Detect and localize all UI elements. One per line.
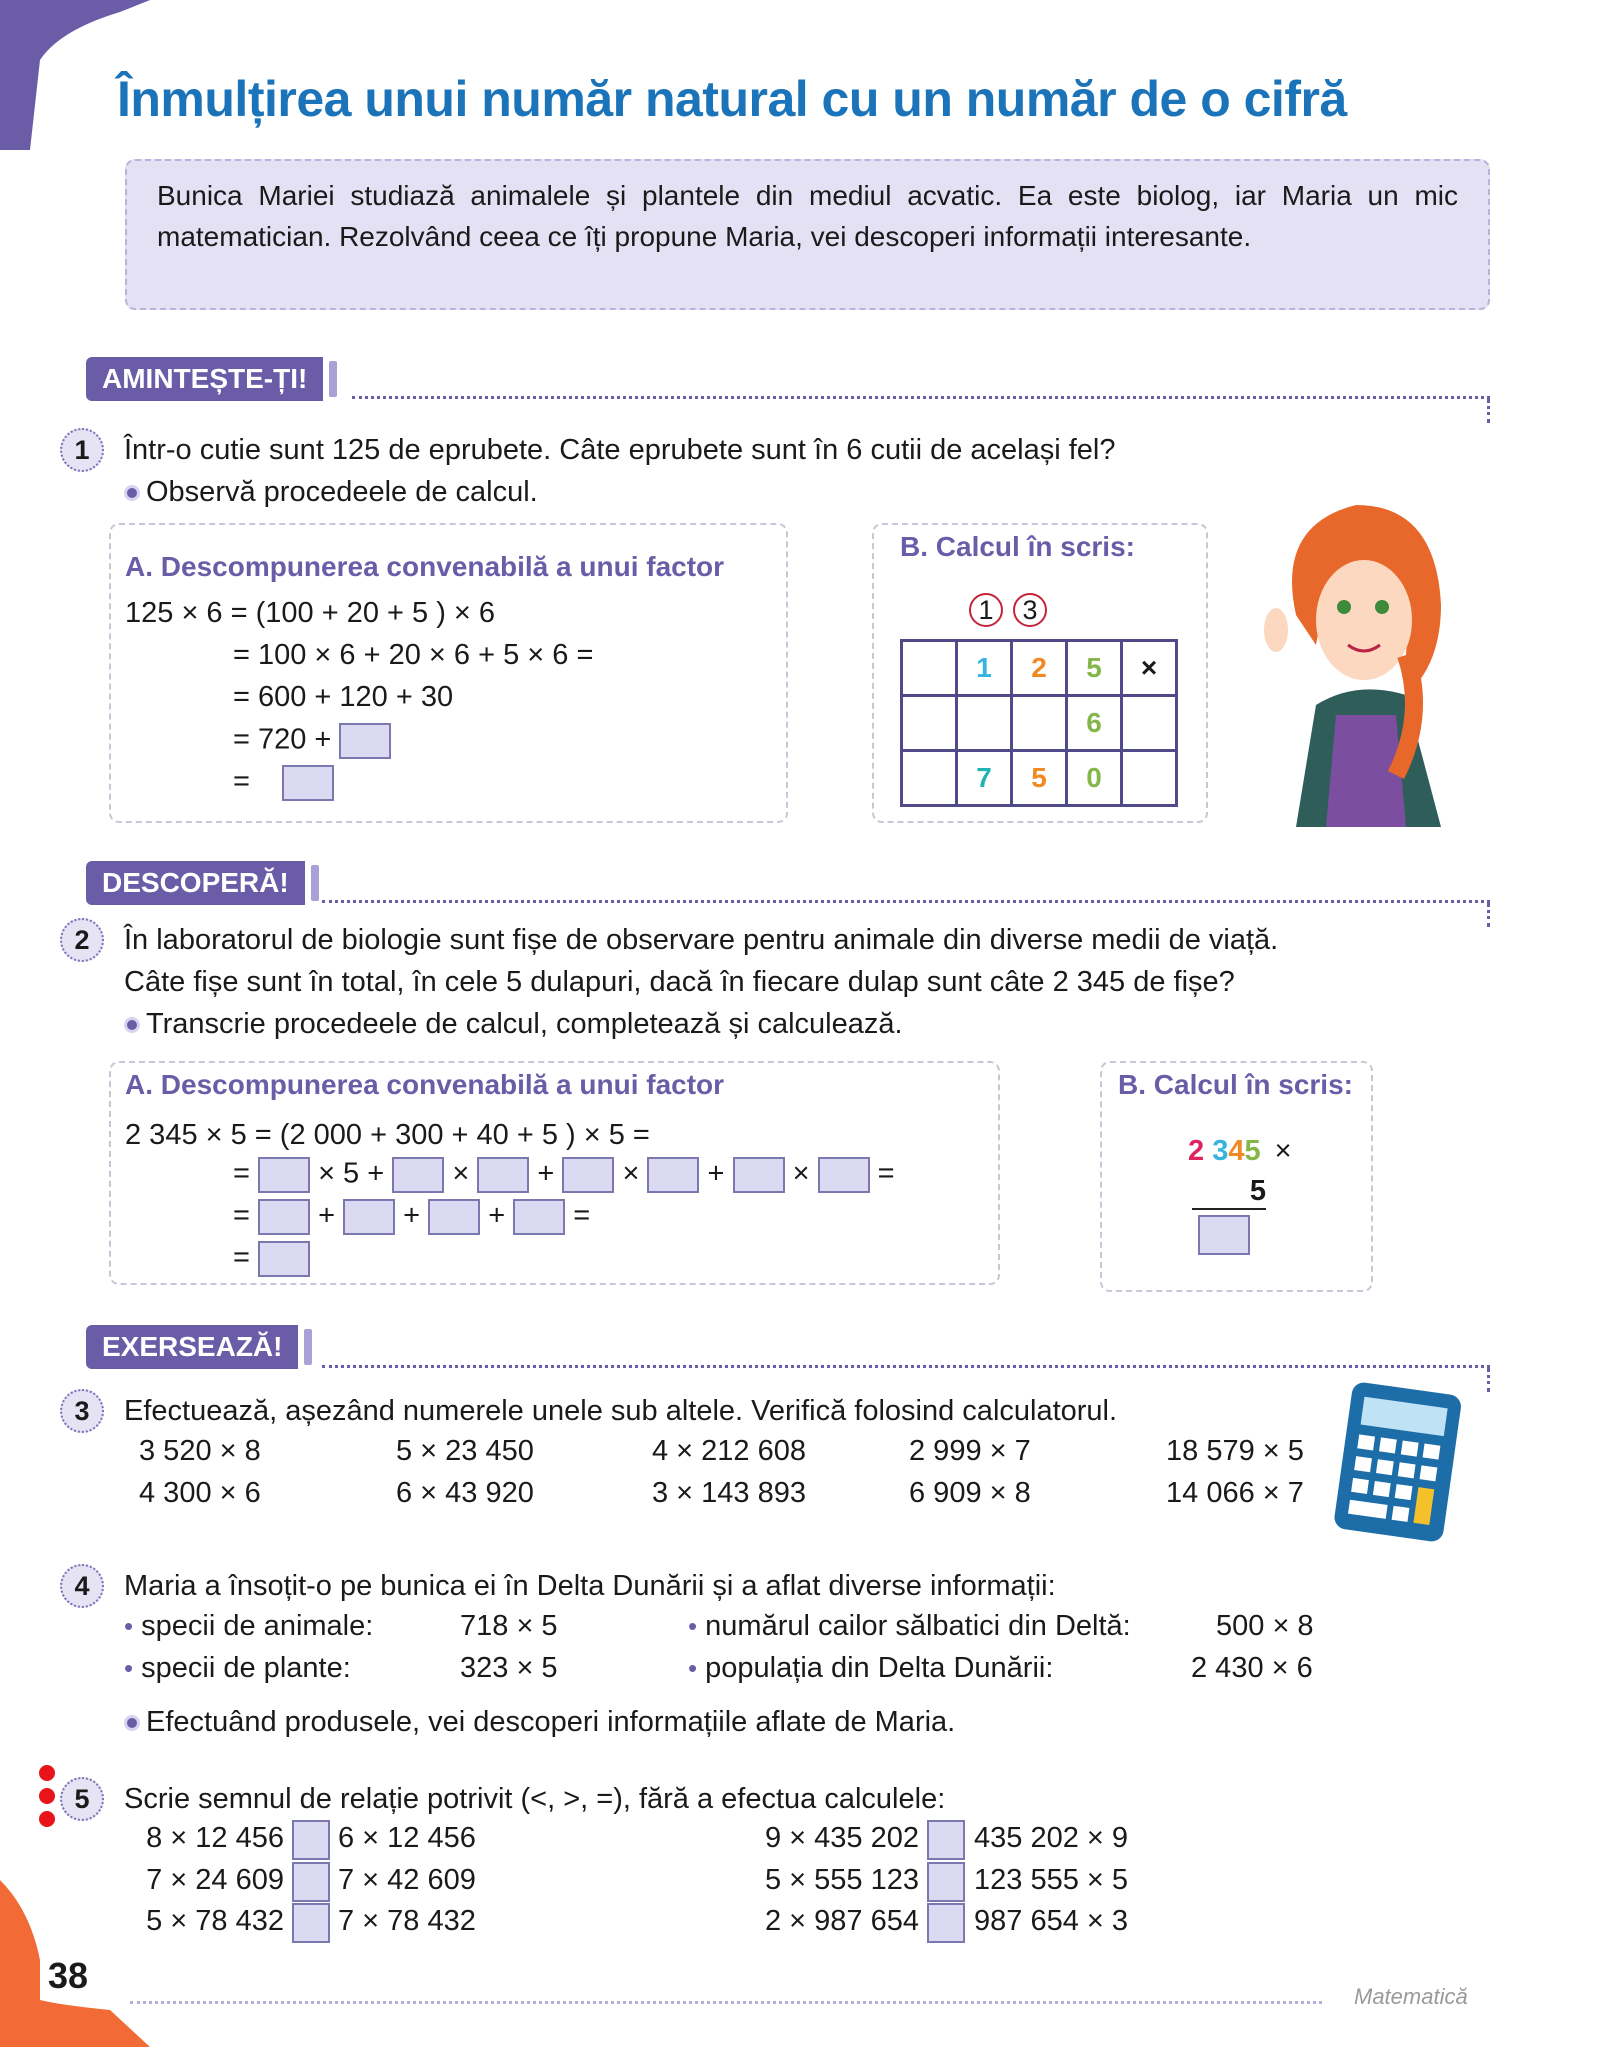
answer-box[interactable] bbox=[733, 1157, 785, 1193]
method-b-box bbox=[1100, 1061, 1373, 1292]
divider bbox=[322, 1365, 1490, 1368]
exercise-number: 4 bbox=[60, 1564, 104, 1608]
method-a-box bbox=[109, 523, 788, 823]
calc-line: = bbox=[233, 1241, 310, 1277]
carry-digit: 1 bbox=[969, 593, 1003, 627]
method-a-box bbox=[109, 1061, 1000, 1285]
comparison-right: 987 654 × 3 bbox=[974, 1905, 1129, 1937]
page-title: Înmulțirea unui număr natural cu un număr de o cifră bbox=[117, 71, 1347, 127]
written-calc-grid: 1 2 5 × 6 7 5 0 bbox=[900, 639, 1178, 807]
calculator-icon bbox=[1328, 1380, 1468, 1543]
exercise-text: Maria a însoțit-o pe bunica ei în Delta Dunării și a aflat diverse informații: bbox=[124, 1570, 1056, 1602]
exercise-text: Câte fișe sunt în total, în cele 5 dulapuri, dacă în fiecare dulap sunt câte 2 345 de fișe? bbox=[124, 966, 1235, 998]
bullet-icon bbox=[124, 1715, 140, 1731]
calc-line: = + + + = bbox=[233, 1199, 590, 1235]
exercise-hint bbox=[124, 476, 538, 509]
intro-box: Bunica Mariei studiază animalele și plantele din mediul acvatic. Ea este biolog, iar Maria un mic matematician. Rezolvând ceea ce îți propune Maria, vei descoperi informații interesante. bbox=[125, 159, 1490, 310]
hint-text: Observă procedeele de calcul. bbox=[146, 476, 538, 508]
calc-line: = × 5 + × + × + × = bbox=[233, 1157, 895, 1193]
info-value: 500 × 8 bbox=[1216, 1610, 1314, 1642]
info-item: • specii de animale: bbox=[124, 1610, 374, 1642]
relation-sign-box[interactable] bbox=[292, 1820, 330, 1860]
answer-box[interactable] bbox=[258, 1157, 310, 1193]
comparison-left: 7 × 24 609 bbox=[146, 1864, 284, 1896]
bullet-icon bbox=[124, 1017, 140, 1033]
comparison-left: 2 × 987 654 bbox=[764, 1905, 919, 1937]
exercise-number: 2 bbox=[60, 918, 104, 962]
relation-sign-box[interactable] bbox=[927, 1862, 965, 1902]
method-b-box bbox=[872, 523, 1208, 823]
relation-sign-box[interactable] bbox=[927, 1903, 965, 1943]
product-item: 4 × 212 608 bbox=[652, 1435, 807, 1467]
info-item: • populația din Delta Dunării: bbox=[688, 1652, 1054, 1684]
exercise-number: 3 bbox=[60, 1389, 104, 1433]
method-a-title: A. Descompunerea convenabilă a unui factor bbox=[125, 551, 725, 582]
exercise-text: Efectuează, așezând numerele unele sub altele. Verifică folosind calculatorul. bbox=[124, 1395, 1118, 1427]
method-a-title: A. Descompunerea convenabilă a unui factor bbox=[125, 1069, 725, 1100]
answer-box[interactable] bbox=[647, 1157, 699, 1193]
answer-box[interactable] bbox=[818, 1157, 870, 1193]
divider bbox=[352, 396, 1490, 399]
exercise-text: În laboratorul de biologie sunt fișe de observare pentru animale din diverse medii de viață. bbox=[124, 924, 1279, 956]
hint-text: Transcrie procedeele de calcul, completează și calculează. bbox=[146, 1008, 903, 1040]
info-item: • numărul cailor sălbatici din Deltă: bbox=[688, 1610, 1131, 1642]
product-item: 3 × 143 893 bbox=[652, 1477, 807, 1509]
difficulty-dots-icon bbox=[36, 1764, 58, 1828]
product-item: 2 999 × 7 bbox=[909, 1435, 1031, 1467]
footer-divider bbox=[130, 2001, 1322, 2004]
calc-line: = bbox=[233, 765, 250, 798]
product-item: 14 066 × 7 bbox=[1166, 1477, 1304, 1509]
method-b-title: B. Calcul în scris: bbox=[1118, 1069, 1353, 1100]
carry-digit: 3 bbox=[1013, 593, 1047, 627]
product-item: 3 520 × 8 bbox=[139, 1435, 261, 1467]
page-number: 38 bbox=[48, 1955, 89, 1996]
product-item: 6 × 43 920 bbox=[396, 1477, 534, 1509]
exercise-text: Într-o cutie sunt 125 de eprubete. Câte eprubete sunt în 6 cutii de același fel? bbox=[124, 434, 1116, 466]
info-value: 2 430 × 6 bbox=[1191, 1652, 1313, 1684]
divider bbox=[322, 900, 1490, 903]
info-value: 323 × 5 bbox=[460, 1652, 558, 1684]
comparison-right: 6 × 12 456 bbox=[338, 1822, 476, 1854]
comparison-left: 5 × 555 123 bbox=[764, 1864, 919, 1896]
bullet-icon bbox=[124, 485, 140, 501]
comparison-right: 123 555 × 5 bbox=[974, 1864, 1129, 1896]
comparison-left: 9 × 435 202 bbox=[764, 1822, 919, 1854]
answer-box[interactable] bbox=[339, 723, 391, 759]
calc-line: = 100 × 6 + 20 × 6 + 5 × 6 = bbox=[233, 639, 594, 671]
relation-sign-box[interactable] bbox=[292, 1862, 330, 1902]
answer-box[interactable] bbox=[258, 1199, 310, 1235]
product-item: 6 909 × 8 bbox=[909, 1477, 1031, 1509]
answer-box[interactable] bbox=[282, 765, 334, 801]
comparison-right: 7 × 78 432 bbox=[338, 1905, 476, 1937]
exercise-hint: Efectuând produsele, vei descoperi informațiile aflate de Maria. bbox=[124, 1706, 955, 1739]
exercise-number: 5 bbox=[60, 1777, 104, 1821]
calc-line: 2 345 × 5 = (2 000 + 300 + 40 + 5 ) × 5 = bbox=[125, 1119, 650, 1151]
exercise-text: Scrie semnul de relație potrivit (<, >, =), fără a efectua calculele: bbox=[124, 1783, 946, 1815]
product-item: 4 300 × 6 bbox=[139, 1477, 261, 1509]
comparison-right: 435 202 × 9 bbox=[974, 1822, 1129, 1854]
relation-sign-box[interactable] bbox=[927, 1820, 965, 1860]
subject-label: Matematică bbox=[1354, 1984, 1468, 2009]
multiplier: 5 bbox=[1192, 1175, 1266, 1210]
product-item: 5 × 23 450 bbox=[396, 1435, 534, 1467]
answer-box[interactable] bbox=[258, 1241, 310, 1277]
maria-illustration bbox=[1256, 495, 1461, 827]
answer-box[interactable] bbox=[513, 1199, 565, 1235]
exercise-hint bbox=[124, 1008, 903, 1041]
comparison-left: 5 × 78 432 bbox=[146, 1905, 284, 1937]
tag-remember: AMINTEȘTE-ȚI! bbox=[86, 357, 323, 401]
calc-line: = 720 + bbox=[233, 723, 332, 756]
calc-line: 125 × 6 = (100 + 20 + 5 ) × 6 bbox=[125, 597, 496, 629]
multiplicand: 2 345 × bbox=[1188, 1135, 1292, 1167]
info-value: 718 × 5 bbox=[460, 1610, 558, 1642]
product-item: 18 579 × 5 bbox=[1166, 1435, 1304, 1467]
comparison-left: 8 × 12 456 bbox=[146, 1822, 284, 1854]
answer-box[interactable] bbox=[562, 1157, 614, 1193]
answer-box[interactable] bbox=[1198, 1215, 1250, 1255]
tag-discover: DESCOPERĂ! bbox=[86, 861, 305, 905]
answer-box[interactable] bbox=[392, 1157, 444, 1193]
info-item: • specii de plante: bbox=[124, 1652, 351, 1684]
relation-sign-box[interactable] bbox=[292, 1903, 330, 1943]
answer-box[interactable] bbox=[477, 1157, 529, 1193]
comparison-right: 7 × 42 609 bbox=[338, 1864, 476, 1896]
answer-box[interactable] bbox=[343, 1199, 395, 1235]
tag-practice: EXERSEAZĂ! bbox=[86, 1325, 298, 1369]
method-b-title: B. Calcul în scris: bbox=[900, 531, 1135, 562]
exercise-number: 1 bbox=[60, 428, 104, 472]
answer-box[interactable] bbox=[428, 1199, 480, 1235]
calc-line: = 600 + 120 + 30 bbox=[233, 681, 454, 713]
